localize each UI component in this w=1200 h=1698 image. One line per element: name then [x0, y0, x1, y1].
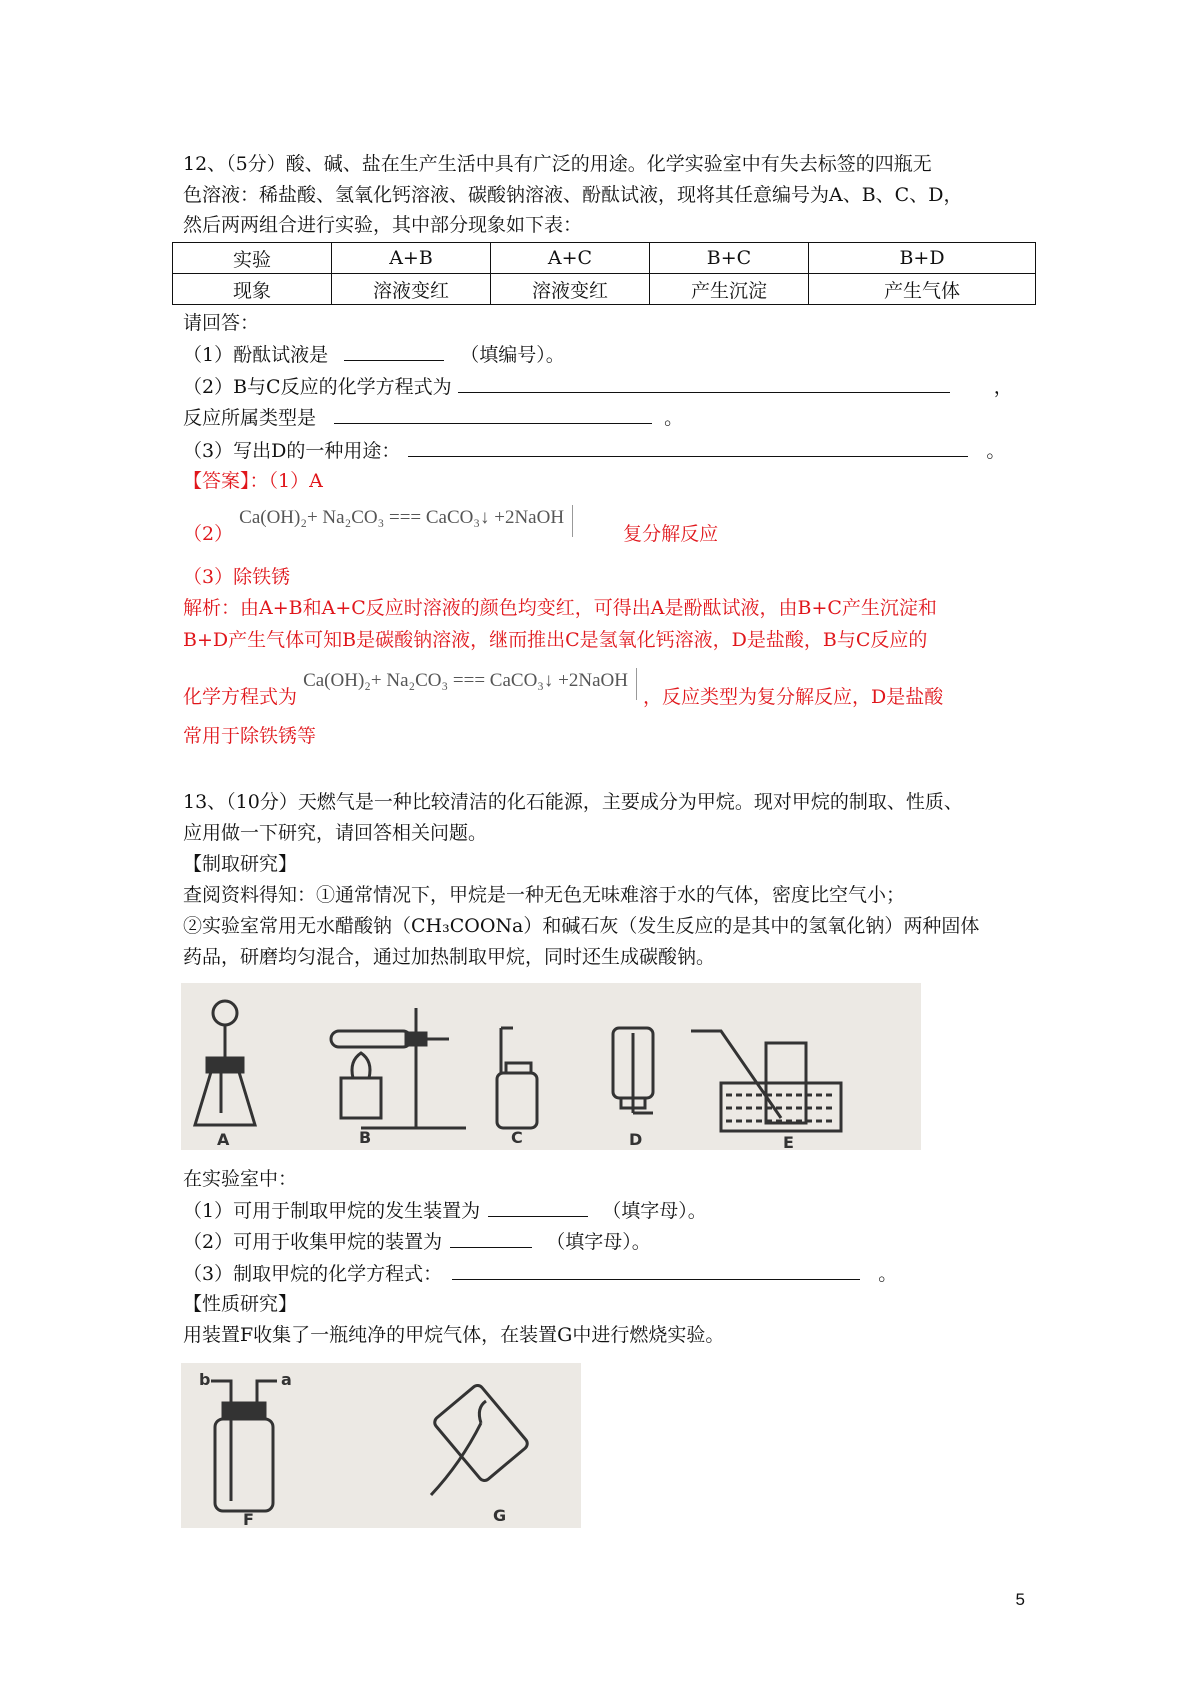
table-row [173, 274, 1036, 305]
table-cell: 实验 [173, 243, 332, 274]
q12-line-1: 12、（5分）酸、碱、盐在生产生活中具有广泛的用途。化学实验室中有失去标签的四瓶无 [183, 153, 932, 175]
figure-label-a: a [281, 1370, 292, 1389]
sub-text: （2）可用于收集甲烷的装置为 [183, 1231, 443, 1253]
q13-sub-1 [183, 1198, 707, 1223]
table-cell: B+C [650, 243, 809, 274]
explanation-text: 化学方程式为 [183, 686, 298, 708]
apparatus-d [613, 1028, 653, 1113]
figure-label-a: A [217, 1130, 230, 1149]
apparatus-c [497, 1028, 537, 1128]
combustion-drawing [181, 1363, 581, 1528]
q13-sub-3 [183, 1261, 897, 1286]
chemical-equation: Ca(OH)₂+ Na₂CO₃ === CaCO₃↓ +2NaOH [239, 505, 573, 537]
sub-text: 。 [664, 407, 684, 429]
sub-text: 反应所属类型是 [183, 407, 317, 429]
q12-sub-3 [183, 438, 1005, 463]
q12-sub-1 [183, 342, 565, 367]
answer-1: 【答案】：（1）A [183, 470, 323, 492]
apparatus-e [691, 1031, 841, 1131]
answer-blank[interactable] [408, 438, 968, 457]
apparatus-a [195, 1001, 255, 1125]
figure-label-e: E [783, 1133, 794, 1150]
table-row [173, 243, 1036, 274]
experiment-table [172, 242, 1036, 305]
info-line-3: 药品，研磨均匀混合，通过加热制取甲烷，同时还生成碳酸钠。 [183, 946, 716, 968]
answer-blank[interactable] [452, 1261, 860, 1280]
apparatus-drawing [181, 983, 921, 1150]
page-number: 5 [1015, 1590, 1025, 1609]
answer-blank[interactable] [488, 1198, 588, 1217]
apparatus-figure [181, 983, 921, 1150]
section-heading: 【制取研究】 [183, 853, 298, 875]
table-cell: 溶液变红 [491, 274, 650, 305]
sub-text: （1）酚酞试液是 [183, 344, 329, 366]
answer-blank[interactable] [334, 405, 652, 424]
explanation-2: B+D产生气体可知B是碳酸钠溶液，继而推出C是氢氧化钙溶液，D是盐酸，B与C反应的 [183, 629, 928, 651]
answer-2 [183, 507, 719, 551]
combustion-figure [181, 1363, 581, 1528]
section-heading: 【性质研究】 [183, 1293, 298, 1315]
figure-label-d: D [629, 1130, 643, 1149]
table-cell: 溶液变红 [332, 274, 491, 305]
table-cell: B+D [809, 243, 1036, 274]
answer-3: （3）除铁锈 [183, 566, 291, 588]
table-cell: 产生气体 [809, 274, 1036, 305]
table-cell: A+B [332, 243, 491, 274]
sub-text: （填编号）。 [460, 344, 565, 366]
sub-text: （3）写出D的一种用途： [183, 440, 401, 462]
figure-label-b: B [359, 1128, 372, 1147]
table-cell: A+C [491, 243, 650, 274]
in-lab-heading: 在实验室中： [183, 1168, 298, 1190]
figure-label-c: C [511, 1128, 523, 1147]
explanation-3 [183, 670, 944, 714]
sub-text: （1）可用于制取甲烷的发生装置为 [183, 1200, 481, 1222]
answer-blank[interactable] [458, 374, 950, 393]
q13-line-1: 13、（10分）天燃气是一种比较清洁的化石能源，主要成分为甲烷。现对甲烷的制取、性质、 [183, 791, 963, 813]
property-line: 用装置F收集了一瓶纯净的甲烷气体，在装置G中进行燃烧实验。 [183, 1324, 725, 1346]
figure-label-g: G [493, 1506, 507, 1525]
info-line-2: ②实验室常用无水醋酸钠（CH₃COONa）和碱石灰（发生反应的是其中的氢氧化钠）两种固体 [183, 915, 980, 937]
figure-label-f: F [243, 1510, 254, 1528]
sub-text: ， [993, 376, 1013, 398]
apparatus-g [431, 1383, 530, 1495]
table-cell: 产生沉淀 [650, 274, 809, 305]
apparatus-f [211, 1381, 277, 1511]
sub-text: 。 [986, 440, 1006, 462]
q12-sub-2b [183, 405, 683, 430]
q13-sub-2 [183, 1229, 651, 1254]
reaction-type: 复分解反应 [623, 523, 719, 545]
sub-text: （填字母）。 [602, 1200, 707, 1222]
figure-label-b: b [199, 1370, 211, 1389]
answer-blank[interactable] [344, 342, 444, 361]
q13-line-2: 应用做一下研究，请回答相关问题。 [183, 822, 488, 844]
chemical-equation: Ca(OH)₂+ Na₂CO₃ === CaCO₃↓ +2NaOH [303, 668, 637, 700]
q12-line-3: 然后两两组合进行实验，其中部分现象如下表： [183, 214, 583, 236]
answer-blank[interactable] [450, 1229, 532, 1248]
apparatus-b [331, 1008, 466, 1128]
answer-label: （2） [183, 523, 234, 545]
q12-ask: 请回答： [183, 312, 260, 334]
explanation-text: ，反应类型为复分解反应，D是盐酸 [643, 686, 944, 708]
explanation-4: 常用于除铁锈等 [183, 725, 317, 747]
info-line-1: 查阅资料得知：①通常情况下，甲烷是一种无色无味难溶于水的气体，密度比空气小； [183, 884, 906, 906]
sub-text: （2）B与C反应的化学方程式为 [183, 376, 452, 398]
sub-text: （3）制取甲烷的化学方程式： [183, 1263, 443, 1285]
q12-sub-2 [183, 374, 1013, 399]
sub-text: 。 [878, 1263, 898, 1285]
explanation-1: 解析：由A+B和A+C反应时溶液的颜色均变红，可得出A是酚酞试液，由B+C产生沉淀和 [183, 597, 937, 619]
table-cell: 现象 [173, 274, 332, 305]
sub-text: （填字母）。 [546, 1231, 651, 1253]
q12-line-2: 色溶液：稀盐酸、氢氧化钙溶液、碳酸钠溶液、酚酞试液，现将其任意编号为A、B、C、D， [183, 184, 963, 206]
